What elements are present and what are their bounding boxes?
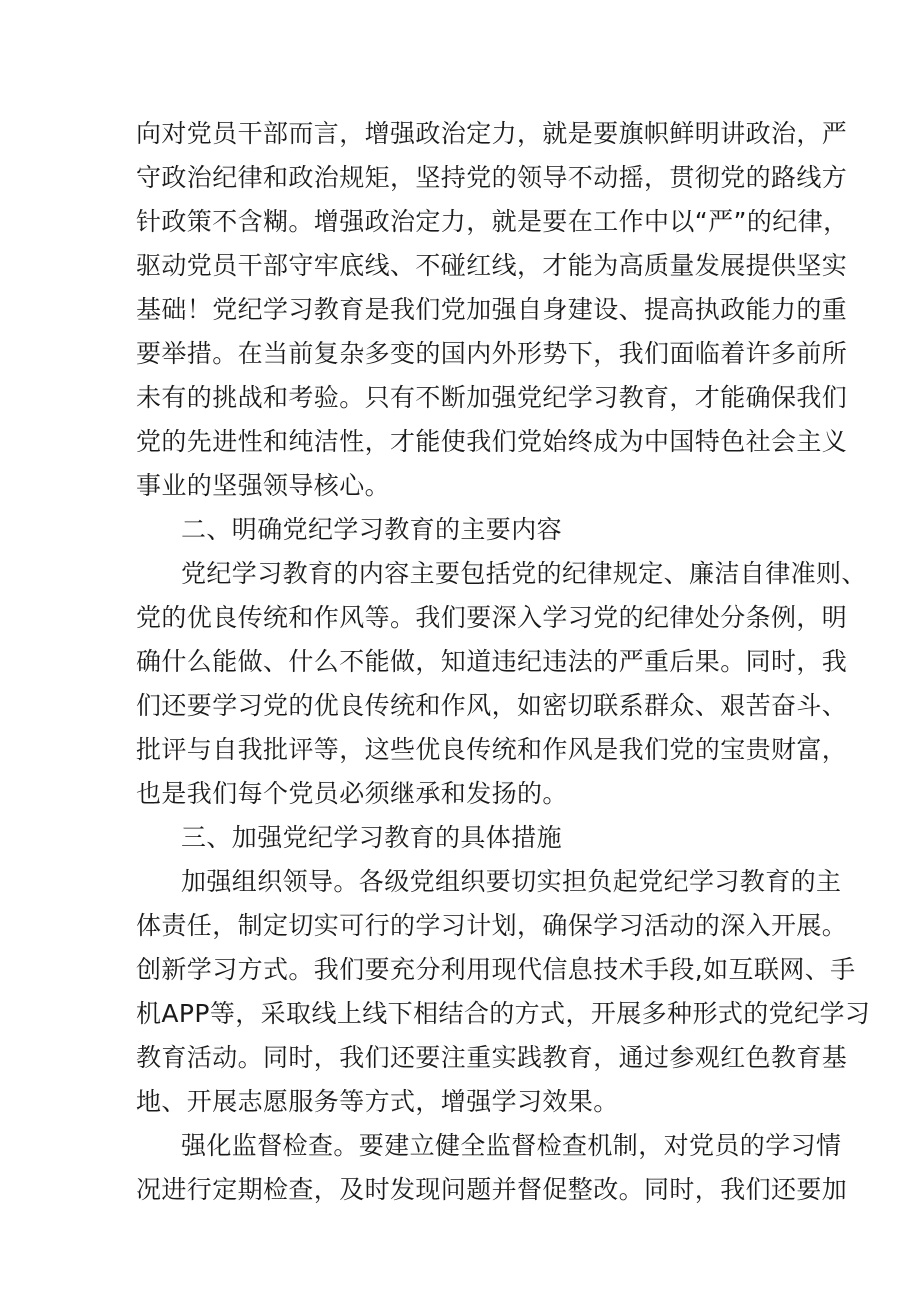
text-line: 批评与自我批评等，这些优良传统和作风是我们党的宝贵财富， <box>136 735 848 764</box>
text-line: 党纪学习教育的内容主要包括党的纪律规定、廉洁自律准则、 <box>181 559 867 588</box>
text-line: 针政策不含糊。增强政治定力，就是要在工作中以“严”的纪律， <box>136 207 849 236</box>
text-line: 要举措。在当前复杂多变的国内外形势下，我们面临着许多前所 <box>136 339 848 368</box>
section-heading-3: 三、加强党纪学习教育的具体措施 <box>181 823 563 852</box>
text-line: 机APP等，采取线上线下相结合的方式，开展多种形式的党纪学习 <box>136 999 871 1028</box>
text-line: 驱动党员干部守牢底线、不碰红线，才能为高质量发展提供坚实 <box>136 251 848 280</box>
text-line: 教育活动。同时，我们还要注重实践教育，通过参观红色教育基 <box>136 1043 848 1072</box>
text-line: 党的优良传统和作风等。我们要深入学习党的纪律处分条例，明 <box>136 603 848 632</box>
text-line: 地、开展志愿服务等方式，增强学习效果。 <box>136 1087 619 1116</box>
text-line: 强化监督检查。要建立健全监督检查机制，对党员的学习情 <box>181 1131 842 1160</box>
section-heading-2: 二、明确党纪学习教育的主要内容 <box>181 515 563 544</box>
text-line: 向对党员干部而言，增强政治定力，就是要旗帜鲜明讲政治，严 <box>136 119 848 148</box>
text-line: 也是我们每个党员必须继承和发扬的。 <box>136 779 568 808</box>
text-line: 确什么能做、什么不能做，知道违纪违法的严重后果。同时，我 <box>136 647 848 676</box>
text-line: 党的先进性和纯洁性，才能使我们党始终成为中国特色社会主义 <box>136 427 848 456</box>
text-line: 况进行定期检查，及时发现问题并督促整改。同时，我们还要加 <box>136 1175 848 1204</box>
text-line: 基础！党纪学习教育是我们党加强自身建设、提高执政能力的重 <box>136 295 848 324</box>
text-line: 加强组织领导。各级党组织要切实担负起党纪学习教育的主 <box>181 867 842 896</box>
text-line: 创新学习方式。我们要充分利用现代信息技术手段,如互联网、手 <box>136 955 856 984</box>
text-line: 体责任，制定切实可行的学习计划，确保学习活动的深入开展。 <box>136 911 848 940</box>
text-line: 事业的坚强领导核心。 <box>136 471 391 500</box>
text-line: 们还要学习党的优良传统和作风，如密切联系群众、艰苦奋斗、 <box>136 691 848 720</box>
text-line: 守政治纪律和政治规矩，坚持党的领导不动摇，贯彻党的路线方 <box>136 163 848 192</box>
text-line: 未有的挑战和考验。只有不断加强党纪学习教育，才能确保我们 <box>136 383 848 412</box>
